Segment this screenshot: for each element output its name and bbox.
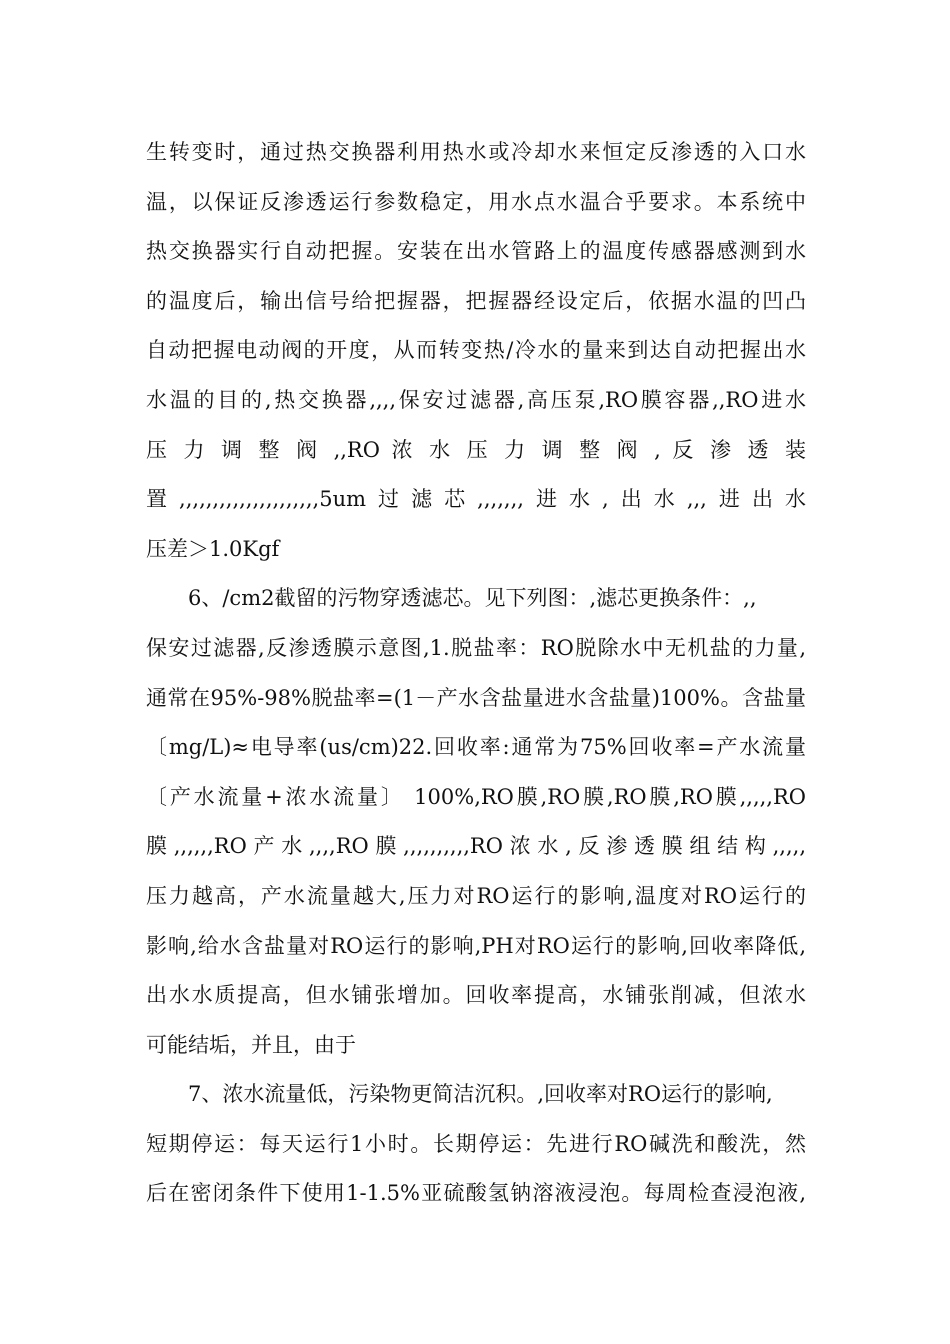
- text-line: 保安过滤器,反渗透膜示意图,1.脱盐率：RO脱除水中无机盐的力量,: [146, 635, 806, 660]
- text-line: 压差＞1.0Kgf: [146, 536, 280, 561]
- body-text: [146, 128, 806, 1219]
- text-line: 〔mg/L)≈电导率(us/cm)22.回收率:通常为75%回收率=产水流量: [146, 735, 806, 760]
- text-line: 膜,,,,,,RO产水,,,,RO膜,,,,,,,,,,RO浓水,反渗透膜组结构,,,,,: [146, 834, 806, 859]
- text-line: 短期停运：每天运行1小时。长期停运：先进行RO碱洗和酸洗，然: [146, 1131, 806, 1156]
- text-line: 自动把握电动阀的开度，从而转变热/冷水的量来到达自动把握出水: [146, 338, 806, 363]
- paragraph-6-start: 6、/cm2截留的污物穿透滤芯。见下列图：,滤芯更换条件：,,: [188, 586, 757, 611]
- paragraph-7-start: 7、浓水流量低，污染物更简洁沉积。,回收率对RO运行的影响,: [188, 1082, 773, 1107]
- text-line: 出水水质提高，但水铺张增加。回收率提高，水铺张削减，但浓水: [146, 983, 806, 1008]
- text-line: 可能结垢，并且，由于: [146, 1032, 356, 1057]
- text-line: 〔产水流量+浓水流量〕 100%,RO膜,RO膜,RO膜,RO膜,,,,,RO: [146, 784, 806, 809]
- text-line: 影响,给水含盐量对RO运行的影响,PH对RO运行的影响,回收率降低,: [146, 933, 806, 958]
- text-line: 后在密闭条件下使用1-1.5%亚硫酸氢钠溶液浸泡。每周检查浸泡液,: [146, 1181, 806, 1206]
- text-line: 水温的目的,热交换器,,,,保安过滤器,高压泵,RO膜容器,,RO进水: [146, 387, 806, 412]
- text-line: 通常在95%-98%脱盐率=(1－产水含盐量进水含盐量)100%。含盐量: [146, 685, 806, 710]
- text-line: 温，以保证反渗透运行参数稳定，用水点水温合乎要求。本系统中: [146, 189, 806, 214]
- text-line: 压 力 调 整 阀 ,,RO 浓 水 压 力 调 整 阀 , 反 渗 透 装: [146, 437, 806, 462]
- text-line: 热交换器实行自动把握。安装在出水管路上的温度传感器感测到水: [146, 239, 806, 264]
- text-line: 生转变时，通过热交换器利用热水或冷却水来恒定反渗透的入口水: [146, 140, 806, 164]
- text-line: 压力越高，产水流量越大,压力对RO运行的影响,温度对RO运行的: [146, 883, 806, 908]
- text-line: 的温度后，输出信号给把握器，把握器经设定后，依据水温的凹凸: [146, 288, 806, 313]
- text-line: 置,,,,,,,,,,,,,,,,,,,,,5um过滤芯,,,,,,,进水,出水,,,进出水: [146, 487, 806, 512]
